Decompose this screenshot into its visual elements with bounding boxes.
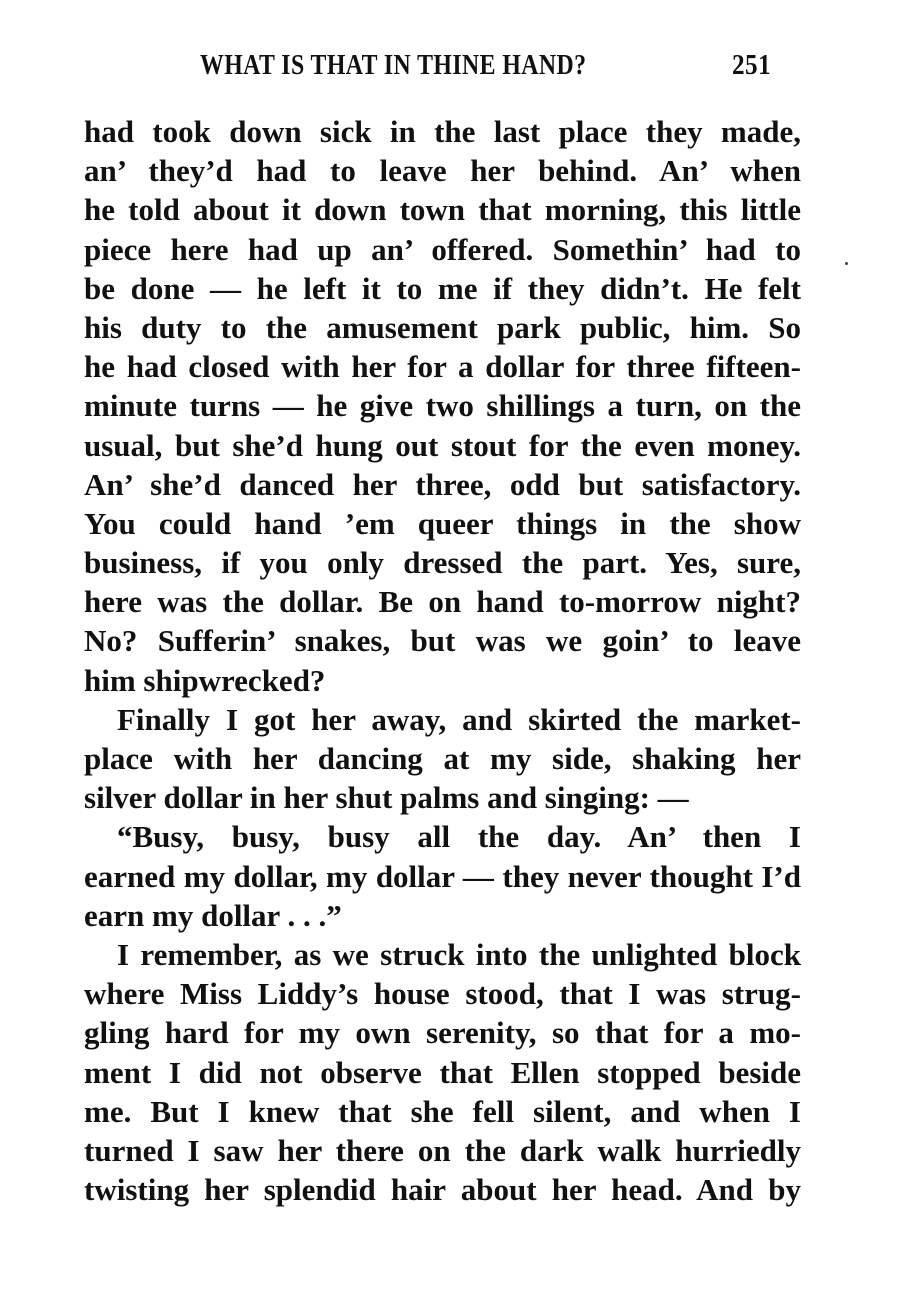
text-line: turned I saw her there on the dark walk hurriedly: [84, 1132, 801, 1168]
text-line: he told about it down town that morning, this little: [84, 192, 801, 228]
text-line: ment I did not observe that Ellen stopped beside: [84, 1054, 801, 1090]
text-line: an’ they’d had to leave her behind. An’ when: [84, 153, 801, 189]
running-head: [200, 50, 810, 90]
print-speck: [845, 262, 848, 265]
text-line: You could hand ’em queer things in the show: [84, 505, 801, 541]
text-line: earned my dollar, my dollar — they never thought I’d: [84, 858, 801, 894]
text-line: earn my dollar . . .”: [84, 897, 342, 933]
text-line: minute turns — he give two shillings a turn, on the: [84, 388, 801, 424]
text-line: place with her dancing at my side, shaking her: [84, 741, 801, 776]
text-line: piece here had up an’ offered. Somethin’ had to: [84, 231, 801, 267]
text-line: where Miss Liddy’s house stood, that I was strug-: [84, 976, 801, 1012]
text-line: I remember, as we struck into the unlighted block: [117, 936, 801, 972]
text-line: his duty to the amusement park public, him. So: [84, 309, 801, 345]
text-line: usual, but she’d hung out stout for the even money.: [84, 427, 801, 463]
text-line: had took down sick in the last place they made,: [84, 114, 801, 149]
text-line: he had closed with her for a dollar for three fifteen-: [84, 349, 801, 385]
page-number: 251: [732, 50, 772, 81]
text-line: twisting her splendid hair about her head. And by: [84, 1172, 801, 1208]
text-line: here was the dollar. Be on hand to-morrow night?: [84, 584, 801, 620]
text-line: Finally I got her away, and skirted the market-: [117, 701, 801, 737]
text-line: him shipwrecked?: [84, 662, 326, 698]
text-line: “Busy, busy, busy all the day. An’ then I: [117, 819, 801, 855]
text-line: No? Sufferin’ snakes, but was we goin’ to leave: [84, 623, 801, 659]
text-line: be done — he left it to me if they didn’t. He felt: [84, 270, 801, 306]
text-line: gling hard for my own serenity, so that for a mo-: [84, 1015, 801, 1051]
text-line: silver dollar in her shut palms and singing: —: [84, 780, 689, 816]
text-line: An’ she’d danced her three, odd but satisfactory.: [84, 466, 801, 502]
text-line: business, if you only dressed the part. Yes, sure,: [84, 545, 801, 581]
running-title: WHAT IS THAT IN THINE HAND?: [200, 50, 587, 81]
text-line: me. But I knew that she fell silent, and when I: [84, 1093, 801, 1129]
body-text: [84, 112, 801, 1209]
